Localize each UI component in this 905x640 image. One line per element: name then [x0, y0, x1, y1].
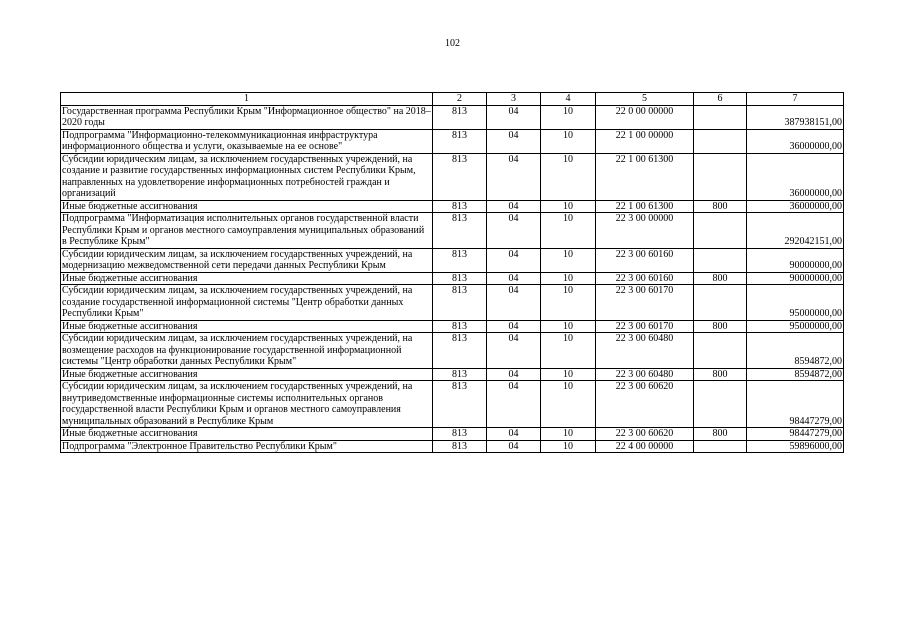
- target-article-cell: 22 3 00 00000: [596, 213, 694, 249]
- section-code-cell: 04: [487, 333, 541, 369]
- expense-type-cell: [694, 105, 747, 129]
- amount-cell: 59896000,00: [747, 440, 844, 453]
- subsection-code-cell: 10: [541, 272, 596, 285]
- ministry-code-cell: 813: [433, 440, 487, 453]
- expense-type-cell: [694, 248, 747, 272]
- expense-type-cell: [694, 285, 747, 321]
- column-header-3: 3: [487, 93, 541, 106]
- amount-cell: 387938151,00: [747, 105, 844, 129]
- amount-cell: 95000000,00: [747, 285, 844, 321]
- expense-type-cell: 800: [694, 200, 747, 213]
- target-article-cell: 22 3 00 60480: [596, 368, 694, 381]
- ministry-code-cell: 813: [433, 381, 487, 428]
- expense-type-cell: [694, 381, 747, 428]
- table-row: [61, 129, 844, 153]
- target-article-cell: 22 3 00 60620: [596, 428, 694, 441]
- column-header-2: 2: [433, 93, 487, 106]
- subsection-code-cell: 10: [541, 248, 596, 272]
- target-article-cell: 22 0 00 00000: [596, 105, 694, 129]
- subsection-code-cell: 10: [541, 285, 596, 321]
- column-header-5: 5: [596, 93, 694, 106]
- subsection-code-cell: 10: [541, 213, 596, 249]
- table-row: [61, 440, 844, 453]
- subsection-code-cell: 10: [541, 333, 596, 369]
- amount-cell: 36000000,00: [747, 153, 844, 200]
- item-name-cell: Подпрограмма "Информатизация исполнительных органов государственной власти Республики Крым и органов местного самоуправления муниципальных образований в Республике Крым": [61, 213, 433, 249]
- table-body: [61, 105, 844, 453]
- table-row: [61, 368, 844, 381]
- column-header-1: 1: [61, 93, 433, 106]
- amount-cell: 90000000,00: [747, 248, 844, 272]
- expense-type-cell: [694, 129, 747, 153]
- section-code-cell: 04: [487, 153, 541, 200]
- amount-cell: 36000000,00: [747, 200, 844, 213]
- ministry-code-cell: 813: [433, 213, 487, 249]
- ministry-code-cell: 813: [433, 153, 487, 200]
- page-number: 102: [445, 38, 460, 49]
- table-row: [61, 428, 844, 441]
- ministry-code-cell: 813: [433, 105, 487, 129]
- table-row: [61, 272, 844, 285]
- target-article-cell: 22 1 00 61300: [596, 153, 694, 200]
- expense-type-cell: [694, 213, 747, 249]
- item-name-cell: Субсидии юридическим лицам, за исключением государственных учреждений, на создание государственной информационной системы "Центр обработки данных Республики Крым": [61, 285, 433, 321]
- subsection-code-cell: 10: [541, 200, 596, 213]
- column-header-4: 4: [541, 93, 596, 106]
- expense-type-cell: [694, 153, 747, 200]
- subsection-code-cell: 10: [541, 381, 596, 428]
- target-article-cell: 22 1 00 61300: [596, 200, 694, 213]
- item-name-cell: Субсидии юридическим лицам, за исключением государственных учреждений, на модернизацию межведомственной сети передачи данных Республики Крым: [61, 248, 433, 272]
- section-code-cell: 04: [487, 105, 541, 129]
- target-article-cell: 22 3 00 60170: [596, 320, 694, 333]
- budget-table: [60, 92, 844, 453]
- target-article-cell: 22 3 00 60160: [596, 272, 694, 285]
- amount-cell: 8594872,00: [747, 368, 844, 381]
- amount-cell: 98447279,00: [747, 428, 844, 441]
- ministry-code-cell: 813: [433, 320, 487, 333]
- target-article-cell: 22 3 00 60480: [596, 333, 694, 369]
- expense-type-cell: [694, 333, 747, 369]
- target-article-cell: 22 3 00 60160: [596, 248, 694, 272]
- table-row: [61, 153, 844, 200]
- target-article-cell: 22 1 00 00000: [596, 129, 694, 153]
- section-code-cell: 04: [487, 200, 541, 213]
- section-code-cell: 04: [487, 320, 541, 333]
- section-code-cell: 04: [487, 248, 541, 272]
- item-name-cell: Субсидии юридическим лицам, за исключением государственных учреждений, на внутриведомственные информационные системы исполнительных органов государственной власти Республики Крым и органов местного самоуправления муниципальных образований в Республике Крым: [61, 381, 433, 428]
- column-header-7: 7: [747, 93, 844, 106]
- ministry-code-cell: 813: [433, 333, 487, 369]
- ministry-code-cell: 813: [433, 272, 487, 285]
- table-row: [61, 200, 844, 213]
- section-code-cell: 04: [487, 272, 541, 285]
- table-row: [61, 381, 844, 428]
- item-name-cell: Подпрограмма "Электронное Правительство Республики Крым": [61, 440, 433, 453]
- expense-type-cell: [694, 440, 747, 453]
- table-row: [61, 320, 844, 333]
- ministry-code-cell: 813: [433, 368, 487, 381]
- expense-type-cell: 800: [694, 320, 747, 333]
- target-article-cell: 22 3 00 60620: [596, 381, 694, 428]
- item-name-cell: Иные бюджетные ассигнования: [61, 200, 433, 213]
- amount-cell: 8594872,00: [747, 333, 844, 369]
- table-row: [61, 213, 844, 249]
- amount-cell: 98447279,00: [747, 381, 844, 428]
- item-name-cell: Иные бюджетные ассигнования: [61, 272, 433, 285]
- amount-cell: 90000000,00: [747, 272, 844, 285]
- ministry-code-cell: 813: [433, 428, 487, 441]
- expense-type-cell: 800: [694, 368, 747, 381]
- ministry-code-cell: 813: [433, 200, 487, 213]
- item-name-cell: Иные бюджетные ассигнования: [61, 320, 433, 333]
- item-name-cell: Государственная программа Республики Крым "Информационное общество" на 2018–2020 годы: [62, 105, 431, 128]
- section-code-cell: 04: [487, 440, 541, 453]
- ministry-code-cell: 813: [433, 248, 487, 272]
- table-row: [61, 285, 844, 321]
- section-code-cell: 04: [487, 381, 541, 428]
- target-article-cell: 22 4 00 00000: [596, 440, 694, 453]
- amount-cell: 36000000,00: [747, 129, 844, 153]
- subsection-code-cell: 10: [541, 368, 596, 381]
- expense-type-cell: 800: [694, 272, 747, 285]
- subsection-code-cell: 10: [541, 105, 596, 129]
- amount-cell: 95000000,00: [747, 320, 844, 333]
- item-name-cell: Субсидии юридическим лицам, за исключением государственных учреждений, на возмещение расходов на функционирование государственной информационной системы "Центр обработки данных Республики Крым": [61, 333, 433, 369]
- table-row: [61, 105, 844, 129]
- column-header-6: 6: [694, 93, 747, 106]
- table-row: [61, 248, 844, 272]
- subsection-code-cell: 10: [541, 129, 596, 153]
- table-row: [61, 333, 844, 369]
- section-code-cell: 04: [487, 368, 541, 381]
- subsection-code-cell: 10: [541, 153, 596, 200]
- subsection-code-cell: 10: [541, 320, 596, 333]
- amount-cell: 292042151,00: [747, 213, 844, 249]
- item-name-cell: Субсидии юридическим лицам, за исключением государственных учреждений, на создание и развитие государственных информационных систем Республики Крым, направленных на удовлетворение информационных потребностей граждан и организаций: [61, 153, 433, 200]
- subsection-code-cell: 10: [541, 428, 596, 441]
- expense-type-cell: 800: [694, 428, 747, 441]
- item-name-cell: Подпрограмма "Информационно-телекоммуникационная инфраструктура информационного общества и услуги, оказываемые на ее основе": [61, 129, 433, 153]
- section-code-cell: 04: [487, 213, 541, 249]
- subsection-code-cell: 10: [541, 440, 596, 453]
- ministry-code-cell: 813: [433, 129, 487, 153]
- table-header-row: [61, 93, 844, 106]
- item-name-cell: Иные бюджетные ассигнования: [61, 428, 433, 441]
- item-name-cell: Иные бюджетные ассигнования: [61, 368, 433, 381]
- section-code-cell: 04: [487, 428, 541, 441]
- ministry-code-cell: 813: [433, 285, 487, 321]
- target-article-cell: 22 3 00 60170: [596, 285, 694, 321]
- section-code-cell: 04: [487, 285, 541, 321]
- section-code-cell: 04: [487, 129, 541, 153]
